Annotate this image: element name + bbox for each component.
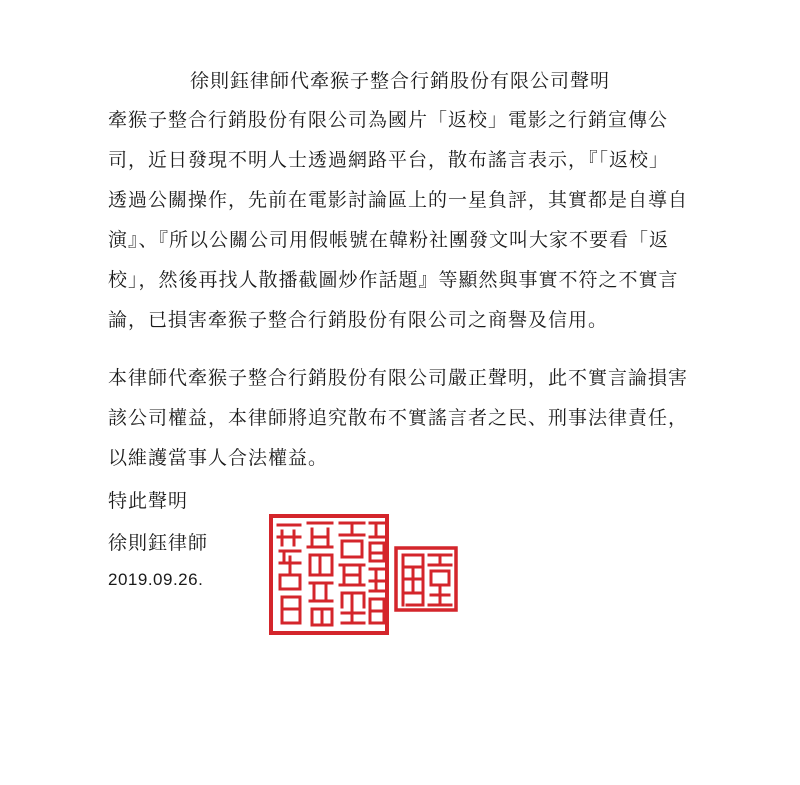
paragraph-line: 以維護當事人合法權益。 xyxy=(108,447,329,469)
paragraph-line: 論，已損害牽猴子整合行銷股份有限公司之商譽及信用。 xyxy=(108,309,609,331)
closing-text: 特此聲明 xyxy=(108,490,189,512)
paragraph-line: 司，近日發現不明人士透過網路平台，散布謠言表示，『「返校」 xyxy=(108,149,670,171)
paragraph-line: 本律師代牽猴子整合行銷股份有限公司嚴正聲明，此不實言論損害 xyxy=(108,367,689,389)
paragraph-2 xyxy=(108,358,700,478)
signer-name: 徐則鈺律師 xyxy=(108,532,209,554)
paragraph-line: 牽猴子整合行銷股份有限公司為國片「返校」電影之行銷宣傳公 xyxy=(108,109,669,131)
paragraph-line: 透過公關操作，先前在電影討論區上的一星負評，其實都是自導自 xyxy=(108,189,689,211)
document-title: 徐則鈺律師代牽猴子整合行銷股份有限公司聲明 xyxy=(189,70,610,92)
paragraph-line: 校」，然後再找人散播截圖炒作話題』等顯然與事實不符之不實言 xyxy=(108,269,679,291)
paragraph-line: 該公司權益，本律師將追究散布不實謠言者之民、刑事法律責任， xyxy=(108,407,689,429)
paragraph-line: 演』、『所以公關公司用假帳號在韓粉社團發文叫大家不要看「返 xyxy=(108,229,670,251)
personal-seal-stamp xyxy=(393,545,459,613)
statement-date: 2019.09.26. xyxy=(108,570,204,589)
paragraph-1 xyxy=(108,100,700,340)
company-seal-stamp xyxy=(268,513,390,636)
